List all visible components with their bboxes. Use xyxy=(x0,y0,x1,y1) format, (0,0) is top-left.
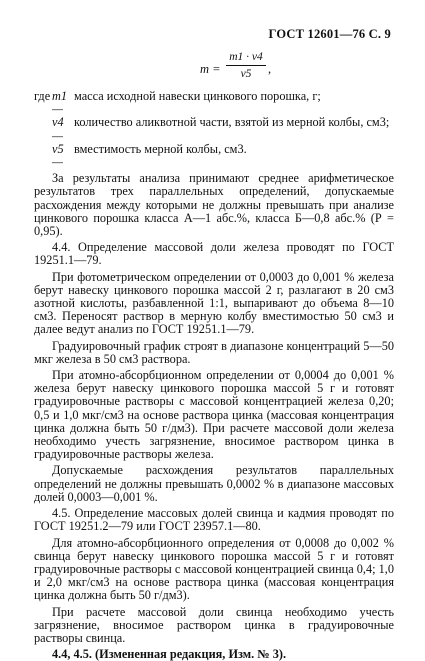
definition-lead: где xyxy=(34,89,51,103)
paragraph: За результаты анализа принимают среднее арифметическое результатов трех параллельных определений, допускаемые расхождения между которыми не должны превышать при анализе цинкового порошка класса А—1 абс.%, класса Б—0,8 абс.% (Р = 0,95). xyxy=(34,171,394,239)
definition-text: вместимость мерной колбы, см3. xyxy=(74,141,247,156)
definition-lead xyxy=(34,143,52,169)
paragraph: При атомно-абсорбционном определении от 0,0004 до 0,001 % железа берут навеску цинкового порошка массой 5 г и готовят градуировочные растворы с массовой концентрацией железа 0,20; 0,5 и 1,0 мкг/см3 на основе раствора цинка (массовая концентрация цинка должна быть 50 г/дм3). При расчете массовой доли железа необходимо учесть загрязнение, вносимое раствором цинка в градуировочные растворы железа. xyxy=(34,368,394,462)
definition-row xyxy=(34,90,394,116)
definition-row xyxy=(34,116,394,142)
definition-row xyxy=(34,143,394,169)
paragraph: 4.5. Определение массовых долей свинца и кадмия проводят по ГОСТ 19251.2—79 или ГОСТ 23957.1—80. xyxy=(34,506,394,534)
formula-numerator: m1 · v4 xyxy=(229,51,263,63)
formula-trail: , xyxy=(268,62,272,76)
definition-text: масса исходной навески цинкового порошка, г; xyxy=(74,89,321,103)
fraction-bar xyxy=(226,65,266,66)
amendment-note: 4.4, 4.5. (Измененная редакция, Изм. № 3). xyxy=(52,647,287,661)
definition-symbol: m1 — xyxy=(52,89,68,117)
variable-definitions xyxy=(34,90,394,169)
formula-lhs: m = xyxy=(200,62,221,76)
formula-denominator: v5 xyxy=(240,68,252,80)
document-body xyxy=(34,90,394,661)
definition-lead xyxy=(34,116,52,142)
paragraph: При расчете массовой доли свинца необходимо учесть загрязнение, вносимое раствором цинка в градуировочные растворы свинца. xyxy=(34,604,394,645)
paragraph: Допускаемые расхождения результатов параллельных определений не должны превышать 0,0002 % в диапазоне массовых долей 0,0003—0,001 %. xyxy=(34,463,394,504)
page-header: ГОСТ 12601—76 С. 9 xyxy=(268,27,391,41)
paragraph: Градуировочный график строят в диапазоне концентраций 5—50 мкг железа в 50 см3 раствора. xyxy=(34,338,394,366)
definition-text: количество аликвотной части, взятой из мерной колбы, см3; xyxy=(74,115,390,130)
formula-fraction xyxy=(226,50,266,81)
definition-symbol: v4 — xyxy=(52,115,64,143)
paragraph: При фотометрическом определении от 0,0003 до 0,001 % железа берут навеску цинкового порошка массой 2 г, разлагают в 20 см3 азотной кислоты, разбавленной 1:1, выпаривают до объема 8—10 см3. Переносят раствор в мерную колбу вместимостью 50 см3 и далее ведут анализ по ГОСТ 19251.1—79. xyxy=(34,269,394,337)
definition-symbol: v5 — xyxy=(52,141,64,170)
paragraph: Для атомно-абсорбционного определения от 0,0008 до 0,002 % свинца берут навеску цинкового порошка массой 5 г и готовят градуировочные растворы с массовой концентрацией свинца 0,4; 1,0 и 2,0 мкг/см3 на основе раствора цинка (массовая концентрация цинка должна быть 50 г/дм3). xyxy=(34,535,394,603)
paragraph: 4.4. Определение массовой доли железа проводят по ГОСТ 19251.1—79. xyxy=(34,240,394,268)
